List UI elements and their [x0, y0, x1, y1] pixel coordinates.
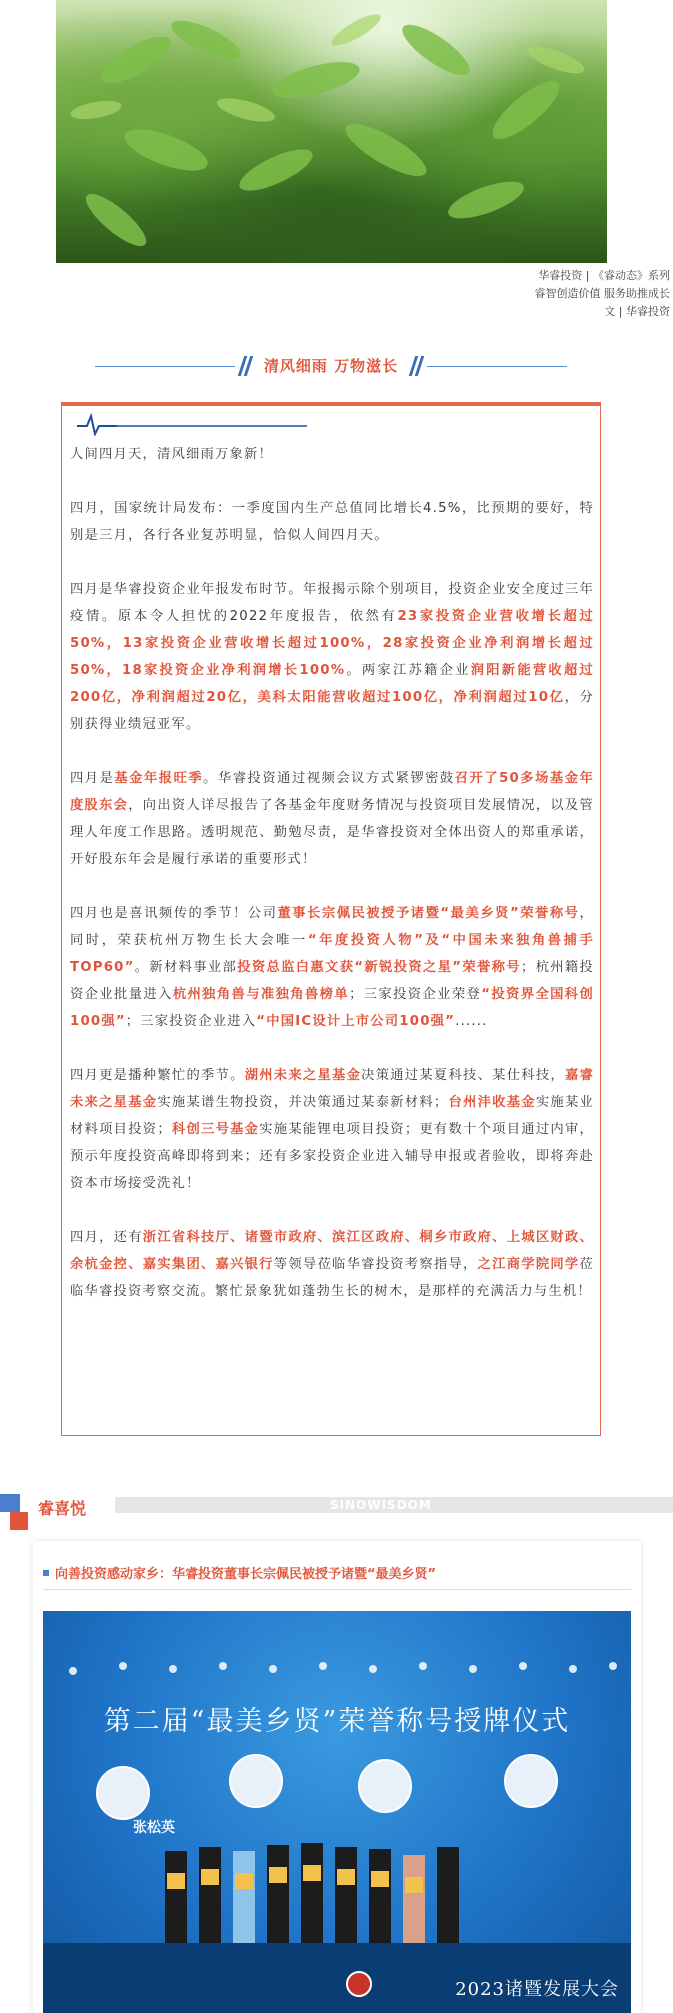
highlight-text: 浙江省科技厅、诸暨市政府、滨江区政府、桐乡市政府、上城区财政、余杭金控、嘉实集团、嘉兴银行	[70, 1230, 595, 1272]
divider	[43, 1589, 631, 1590]
body-text: ......	[455, 1014, 488, 1029]
paragraph-good-news	[70, 900, 594, 1035]
paragraph-fund-meetings	[70, 765, 594, 873]
highlight-text: 科创三号基金	[171, 1122, 260, 1137]
paragraph-visits	[70, 1224, 594, 1305]
paragraph-gdp: 四月，国家统计局发布：一季度国内生产总值同比增长4.5%，比预期的要好，特别是三月，各行各业复苏明显，恰似人间四月天。	[70, 501, 594, 543]
highlight-text: 投资总监白惠文获“新锐投资之星”荣誉称号	[237, 960, 521, 975]
highlight-text: 基金年报旺季	[114, 771, 204, 786]
photo-heading: 第二届“最美乡贤”荣誉称号授牌仪式	[103, 1706, 571, 1737]
body-text: 等领导莅临华睿投资考察指导，	[273, 1257, 478, 1272]
credits	[535, 267, 671, 321]
paragraph-annual-reports	[70, 576, 594, 738]
bullet-icon	[43, 1570, 49, 1576]
highlight-text: “年度投资人物”及“中国未来独角兽捕手TOP60”	[70, 933, 594, 975]
highlight-text: “中国IC设计上市公司100强”	[256, 1014, 456, 1029]
pulse-line-icon	[77, 412, 317, 436]
highlight-text: 湖州未来之星基金	[244, 1068, 362, 1083]
body-text: 实施某能锂电项目投资；更有数十个项目通过内审，预示年度投资高峰即将到来；还有多家投资企业进入辅导申报或者验收，即将奔赴资本市场接受洗礼！	[70, 1122, 594, 1191]
article-body	[70, 441, 594, 1332]
category-tag-bar	[0, 1494, 673, 1526]
news-card	[33, 1541, 641, 2013]
divider-right	[427, 366, 567, 367]
body-text: ；三家投资企业荣登	[349, 987, 482, 1002]
highlight-text: 杭州独角兽与准独角兽榜单	[172, 987, 350, 1002]
body-text: 莅临华睿投资考察交流。繁忙景象犹如蓬勃生长的树木，是那样的充满活力与生机！	[70, 1257, 594, 1299]
highlight-text: 之江商学院同学	[477, 1257, 580, 1272]
highlight-text: 董事长宗佩民被授予诸暨“最美乡贤”荣誉称号	[277, 906, 580, 921]
body-text: 。华睿投资通过视频会议方式紧锣密鼓	[203, 771, 455, 786]
ceremony-photo	[43, 1611, 631, 2013]
orange-square-icon	[10, 1512, 28, 1530]
body-text: 。新材料事业部	[134, 960, 238, 975]
highlight-text: 23家投资企业营收增长超过50%，13家投资企业营收增长超过100%，28家投资企业净利润增长超过50%，18家投资企业净利润增长100%	[70, 609, 594, 678]
highlight-text: 台州沣收基金	[448, 1095, 536, 1110]
watermark-text: SINOWISDOM	[330, 1498, 432, 1512]
category-label: 睿喜悦	[38, 1499, 87, 1518]
highlight-text: 召开了50多场基金年度股东会	[70, 771, 594, 813]
ceremony-illustration	[43, 1611, 631, 2013]
leaves-illustration	[56, 0, 607, 263]
photo-caption: 2023诸暨发展大会	[455, 1979, 619, 2000]
news-title-text: 向善投资感动家乡：华睿投资董事长宗佩民被授予诸暨“最美乡贤”	[55, 1567, 437, 1582]
blue-square-icon	[0, 1494, 20, 1512]
body-text: 四月是	[70, 771, 115, 786]
body-text: 实施某业材料项目投资；	[70, 1095, 594, 1137]
body-text: ，分别获得业绩冠亚军。	[70, 690, 594, 732]
portrait-name: 张松英	[133, 1820, 175, 1836]
credits-series: 华睿投资 | 《睿动态》系列	[538, 269, 670, 282]
news-title[interactable]	[43, 1563, 436, 1582]
hero-image	[56, 0, 607, 263]
body-text: ；杭州籍投资企业批量进入	[70, 960, 595, 1002]
body-text: 四月是华睿投资企业年报发布时节。年报揭示除个别项目，投资企业安全度过三年疫情。原本令人担忧的2022年度报告，依然有	[70, 582, 594, 624]
highlight-text: “投资界全国科创100强”	[70, 987, 594, 1029]
body-text: 实施某谱生物投资，并决策通过某泰新材料；	[157, 1095, 449, 1110]
body-text: 四月更是播种繁忙的季节。	[70, 1068, 245, 1083]
highlight-text: 嘉睿未来之星基金	[70, 1068, 594, 1110]
credits-author: 文 | 华睿投资	[604, 305, 670, 318]
section-header	[95, 352, 567, 382]
body-text: 四月也是喜讯频传的季节！公司	[70, 906, 278, 921]
body-text: ，向出资人详尽报告了各基金年度财务情况与投资项目发展情况，以及管理人年度工作思路。透明规范、勤勉尽责，是华睿投资对全体出资人的郑重承诺，开好股东年会是履行承诺的重要形式！	[70, 798, 594, 867]
article-card	[61, 402, 601, 1436]
paragraph-investments	[70, 1062, 594, 1197]
credits-slogan: 睿智创造价值 服务助推成长	[534, 287, 670, 300]
body-text: 决策通过某夏科技、某仕科技，	[361, 1068, 565, 1083]
paragraph-intro: 人间四月天，清风细雨万象新！	[70, 447, 273, 462]
body-text: 四月，还有	[70, 1230, 143, 1245]
highlight-text: 润阳新能营收超过200亿，净利润超过20亿，美科太阳能营收超过100亿，净利润超过10亿	[70, 663, 594, 705]
body-text: ；三家投资企业进入	[125, 1014, 257, 1029]
section-title: 清风细雨 万物滋长	[263, 357, 399, 375]
watermark-band	[115, 1497, 673, 1513]
body-text: ，同时，荣获杭州万物生长大会唯一	[70, 906, 594, 948]
body-text: 。两家江苏籍企业	[345, 663, 471, 678]
